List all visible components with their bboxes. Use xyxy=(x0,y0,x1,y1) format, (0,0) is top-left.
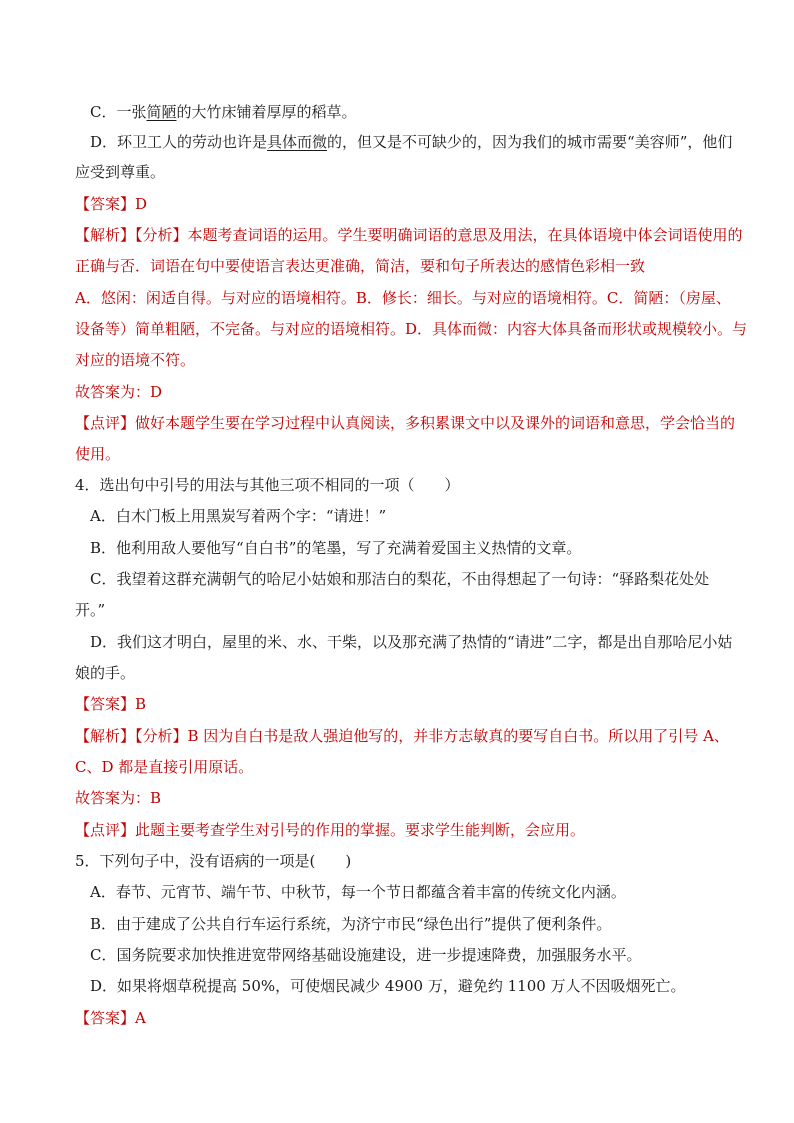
answer-value: B xyxy=(135,695,147,713)
answer-tag: 【答案】 xyxy=(75,1009,136,1027)
jiexi-text: 本题考查词语的运用。学生要明确词语的意思及用法，在具体语境中体会词语使用的 xyxy=(187,226,743,244)
q3-option-d xyxy=(90,131,732,153)
q4-option-c-l2: 开。” xyxy=(75,601,106,619)
q4-jiexi-l1 xyxy=(75,725,729,747)
jiexi-text: B 因为自白书是敌人强迫他写的，并非方志敏真的要写自白书。所以用了引号 A、 xyxy=(187,727,729,745)
dianping-text: 此题主要考查学生对引号的作用的掌握。要求学生能判断，会应用。 xyxy=(135,821,586,839)
q3-dianping-l1 xyxy=(75,412,735,434)
text: 的，但又是不可缺少的，因为我们的城市需要“美容师”，他们 xyxy=(327,133,733,151)
q3-jiexi-l2: 正确与否．词语在句中要使语言表达更准确，简洁，要和句子所表达的感情色彩相一致 xyxy=(75,257,646,275)
text: C．一张 xyxy=(90,103,147,121)
text: D．环卫工人的劳动也许是 xyxy=(90,133,268,151)
dianping-tag: 【点评】 xyxy=(75,821,136,839)
dianping-tag: 【点评】 xyxy=(75,414,136,432)
q5-option-a: A．春节、元宵节、端午节、中秋节，每一个节日都蕴含着丰富的传统文化内涵。 xyxy=(90,883,626,901)
q3-dianping-l2: 使用。 xyxy=(75,445,121,463)
answer-tag: 【答案】 xyxy=(75,195,136,213)
dianping-text: 做好本题学生要在学习过程中认真阅读，多积累课文中以及课外的词语和意思，学会恰当的 xyxy=(135,414,736,432)
q3-jiexi-l5: 对应的语境不符。 xyxy=(75,351,196,369)
q4-option-d-l1: D．我们这才明白，屋里的米、水、干柴，以及那充满了热情的“请进”二字，都是出自那哈尼小姑 xyxy=(90,633,733,651)
q3-jiexi-l4: 设备等）简单粗陋，不完备。与对应的语境相符。D．具体而微：内容大体具备而形状或规模较小。与 xyxy=(75,320,748,338)
q4-answer xyxy=(75,693,146,715)
q4-option-d-l2: 娘的手。 xyxy=(75,664,136,682)
q4-question: 4．选出句中引号的用法与其他三项不相同的一项（ ） xyxy=(75,476,460,494)
q3-option-c xyxy=(90,101,357,123)
q4-dianping-l1 xyxy=(75,819,585,841)
q3-answer xyxy=(75,193,147,215)
jiexi-tag: 【解析】【分析】 xyxy=(75,226,188,244)
underlined-word: 简陋 xyxy=(146,103,177,121)
underlined-word: 具体而微 xyxy=(267,133,328,151)
text: 的大竹床铺着厚厚的稻草。 xyxy=(176,103,357,121)
answer-value: D xyxy=(135,195,148,213)
q5-question: 5．下列句子中，没有语病的一项是( ) xyxy=(75,852,352,870)
q4-jiexi-l2: C、D 都是直接引用原话。 xyxy=(75,758,254,776)
answer-value: A xyxy=(135,1009,146,1027)
q5-option-c: C．国务院要求加快推进宽带网络基础设施建设，进一步提速降费，加强服务水平。 xyxy=(90,946,642,964)
q5-option-d: D．如果将烟草税提高 50%，可使烟民减少 4900 万，避免约 1100 万人不因吸烟死亡。 xyxy=(90,977,686,995)
q4-option-b: B．他利用敌人要他写“自白书”的笔墨，写了充满着爱国主义热情的文章。 xyxy=(90,539,582,557)
q3-option-d-cont: 应受到尊重。 xyxy=(75,163,166,181)
q3-jiexi-l3: A．悠闲：闲适自得。与对应的语境相符。B．修长：细长。与对应的语境相符。C．简陋：（房屋、 xyxy=(75,289,731,307)
q4-conclusion: 故答案为：B xyxy=(75,789,162,807)
q5-answer xyxy=(75,1007,146,1029)
answer-tag: 【答案】 xyxy=(75,695,136,713)
q4-option-c-l1: C．我望着这群充满朝气的哈尼小姑娘和那洁白的梨花，不由得想起了一句诗：“驿路梨花处处 xyxy=(90,570,710,588)
q4-option-a: A．白木门板上用黑炭写着两个字：“请进！” xyxy=(90,507,387,525)
q3-jiexi-l1 xyxy=(75,224,743,246)
q3-conclusion: 故答案为：D xyxy=(75,383,163,401)
jiexi-tag: 【解析】【分析】 xyxy=(75,727,188,745)
q5-option-b: B．由于建成了公共自行车运行系统，为济宁市民“绿色出行”提供了便利条件。 xyxy=(90,915,612,933)
